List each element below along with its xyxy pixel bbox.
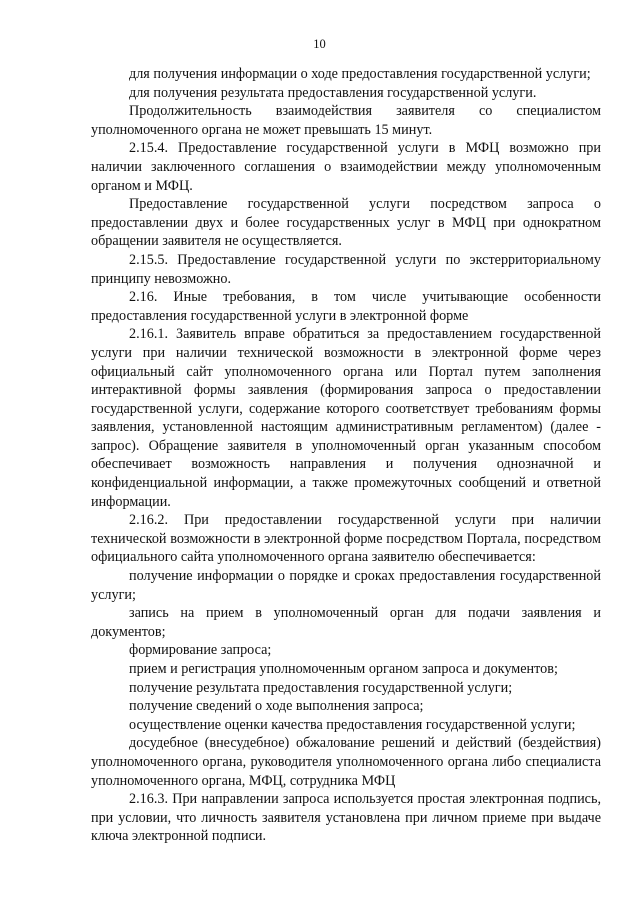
document-body [91,65,601,846]
paragraph-2-15-4: 2.15.4. Предоставление государственной услуги в МФЦ возможно при наличии заключенного соглашения о взаимодействии между уполномоченным органом и МФЦ. [91,140,601,194]
page-number: 10 [313,37,326,51]
list-item-info: получение информации о порядке и сроках предоставления государственной услуги; [91,568,601,603]
paragraph-info-progress: для получения информации о ходе предоставления государственной услуги; [129,66,591,82]
list-item-quality: осуществление оценки качества предоставления государственной услуги; [129,716,576,733]
paragraph-2-16-2: 2.16.2. При предоставлении государственной услуги при наличии технической возможности в электронной форме посредством Портала, посредством официального сайта уполномоченного органа заявителю обеспечивается: [91,512,601,566]
list-item-request-forming: формирование запроса; [129,642,272,659]
paragraph-result: для получения результата предоставления государственной услуги. [129,84,537,101]
paragraph-2-16-1: 2.16.1. Заявитель вправе обратиться за предоставлением государственной услуги при наличии технической возможности в электронной форме через официальный сайт уполномоченного органа или Портал путем заполнения интерактивной формы заявления (формирования запроса о предоставлении государственной услуги, содержание которого соответствует требованиям формы заявления, установленной настоящим административным регламентом) (далее - запрос). Обращение заявителя в уполномоченный орган указанным способом обеспечивает возможность направления и получения однозначной и конфиденциальной информации, а также промежуточных сообщений и ответной информации. [91,326,601,510]
list-item-appeal: досудебное (внесудебное) обжалование решений и действий (бездействия) уполномоченного органа, руководителя уполномоченного органа либо специалиста уполномоченного органа, МФЦ, сотрудника МФЦ [91,735,601,789]
paragraph-multiple-services: Предоставление государственной услуги посредством запроса о предоставлении двух и более государственных услуг в МФЦ при однократном обращении заявителя не осуществляется. [91,196,601,250]
paragraph-2-16-3: 2.16.3. При направлении запроса используется простая электронная подпись, при условии, что личность заявителя установлена при личном приеме при выдаче ключа электронной подписи. [91,791,601,845]
list-item-status: получение сведений о ходе выполнения запроса; [129,698,424,715]
paragraph-duration: Продолжительность взаимодействия заявителя со специалистом уполномоченного органа не может превышать 15 минут. [91,103,601,138]
list-item-registration: прием и регистрация уполномоченным органом запроса и документов; [129,661,558,677]
list-item-result: получение результата предоставления государственной услуги; [129,679,513,696]
paragraph-2-15-5: 2.15.5. Предоставление государственной услуги по экстерриториальному принципу невозможно. [91,251,601,287]
list-item-appointment: запись на прием в уполномоченный орган для подачи заявления и документов; [91,605,601,640]
paragraph-2-16: 2.16. Иные требования, в том числе учитывающие особенности предоставления государственной услуги в электронной форме [91,289,601,324]
